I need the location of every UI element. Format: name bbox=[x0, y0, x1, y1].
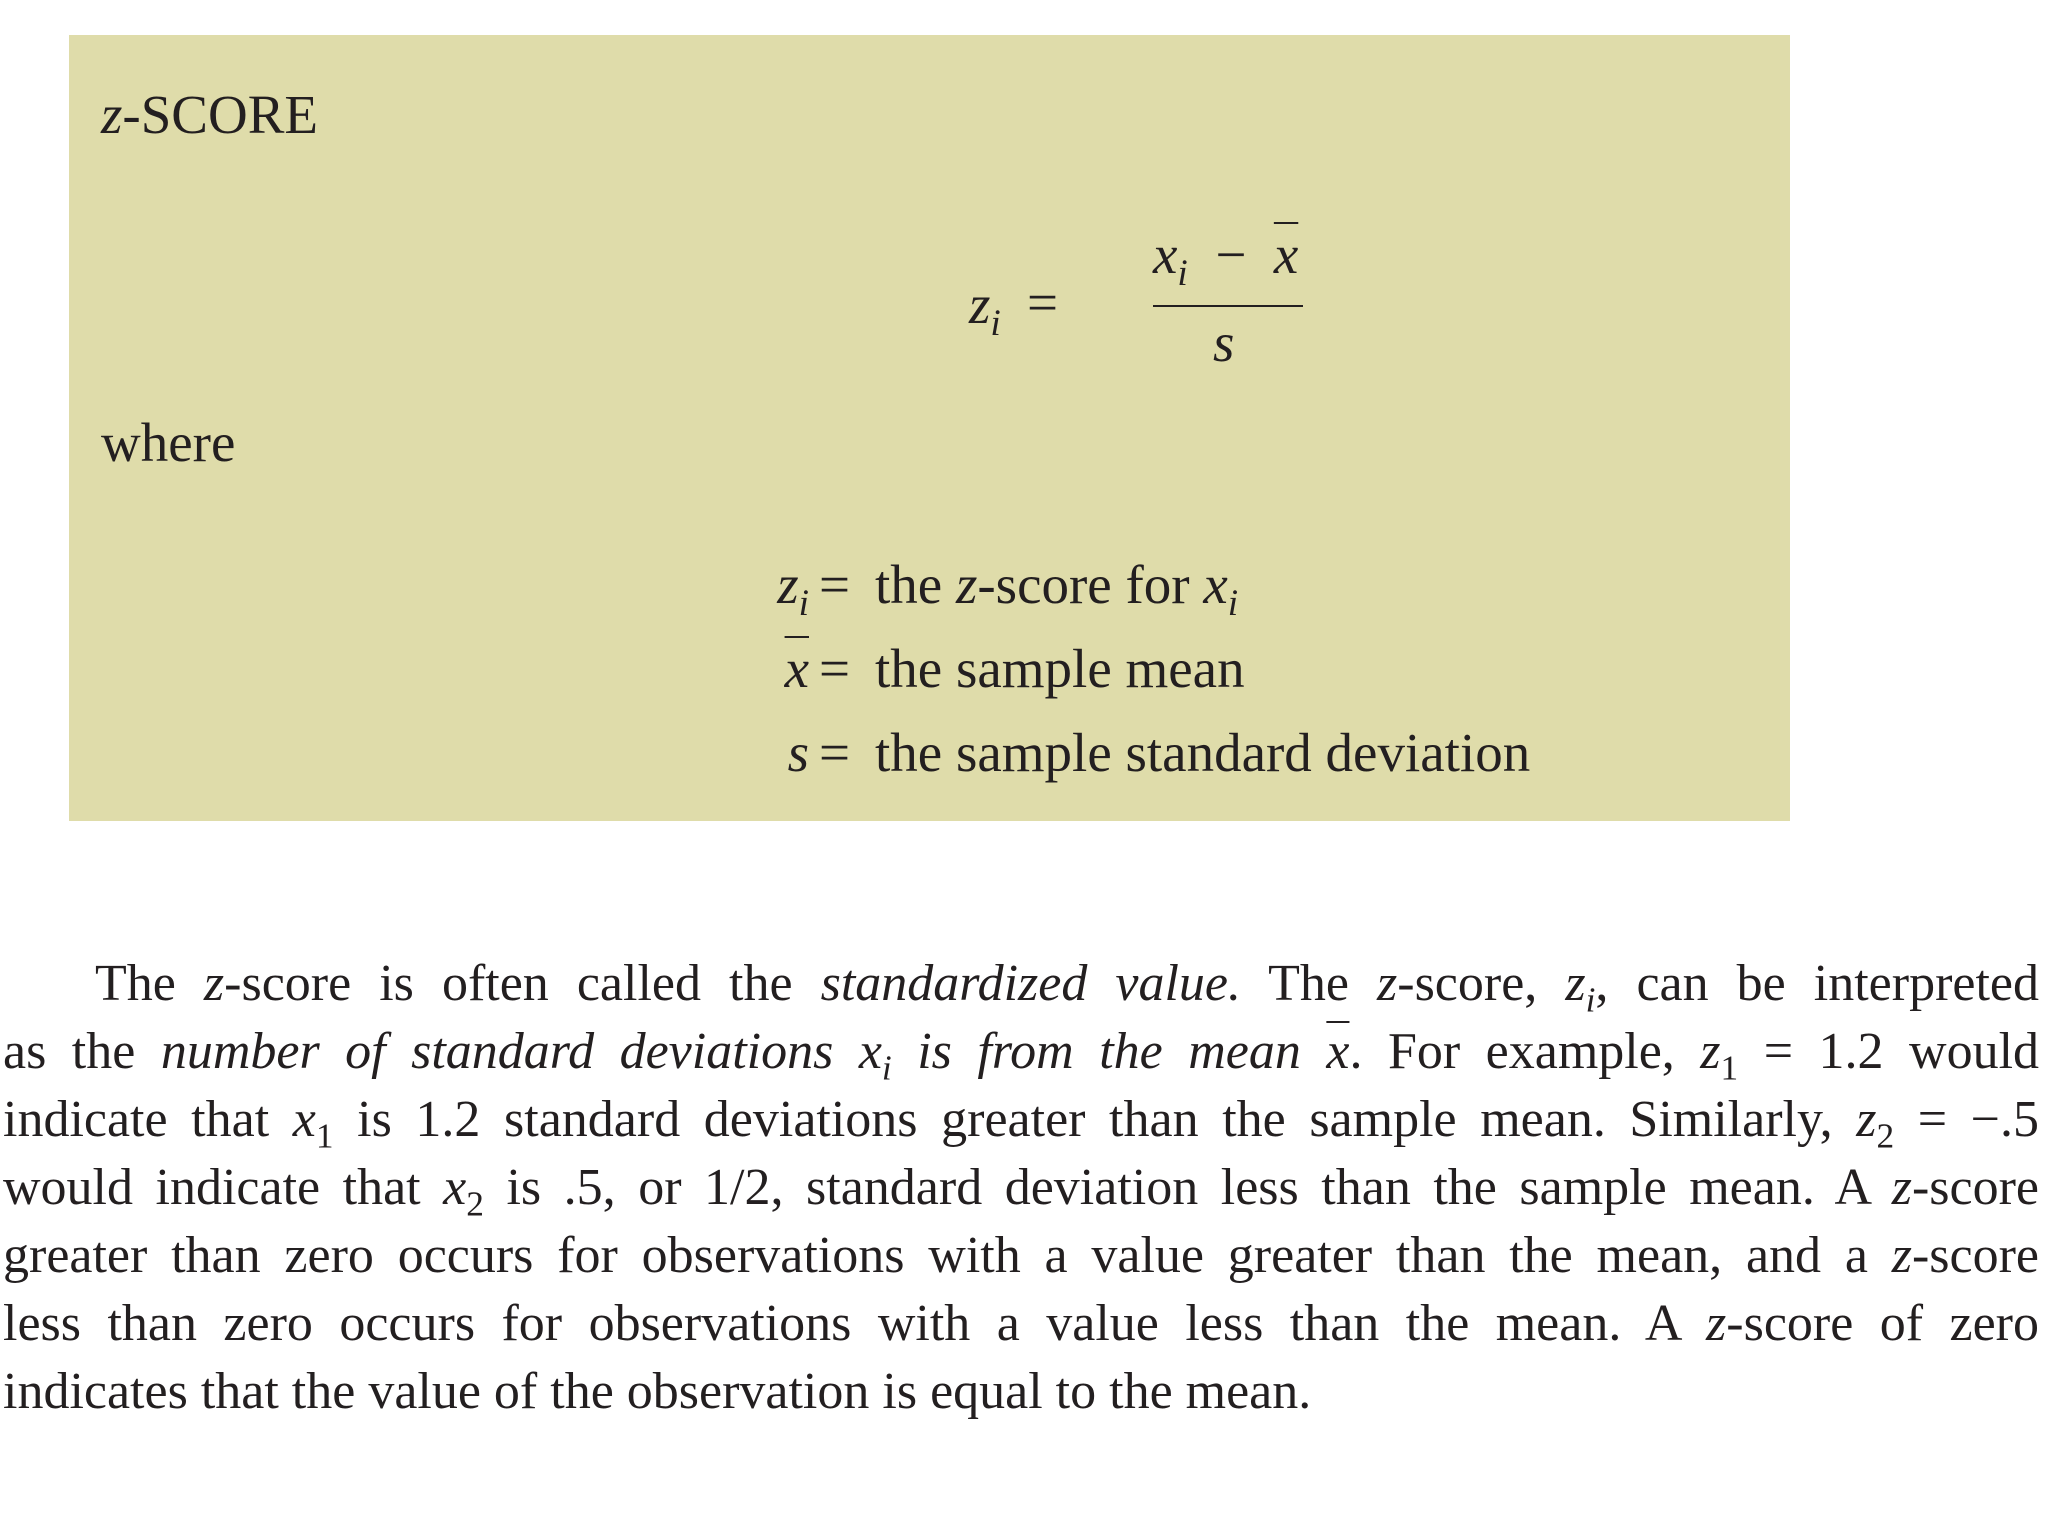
numerator-sub: i bbox=[1177, 252, 1188, 294]
text-run: z bbox=[203, 955, 225, 1012]
symbol-var: z bbox=[777, 554, 799, 615]
text-run: , can be interpreted bbox=[1595, 955, 2039, 1012]
def-text-post: -score for bbox=[977, 554, 1204, 615]
box-heading bbox=[101, 84, 318, 145]
definition-text bbox=[875, 554, 1239, 624]
definition-symbol bbox=[609, 722, 809, 783]
def-tail-var: x bbox=[1203, 554, 1228, 615]
symbol-var: s bbox=[787, 722, 809, 783]
paragraph-line-7 bbox=[3, 1358, 2039, 1426]
definition-text: the sample standard deviation bbox=[875, 722, 1531, 783]
text-run: The bbox=[1241, 955, 1377, 1012]
text-run: The bbox=[95, 955, 204, 1012]
text-run: For example, bbox=[1362, 1023, 1701, 1080]
formula-lhs-sub: i bbox=[990, 302, 1001, 344]
text-run: = −.5 bbox=[1894, 1091, 2039, 1148]
def-tail-sub: i bbox=[1227, 582, 1239, 624]
paragraph-line-1 bbox=[3, 950, 2039, 1018]
definition-symbol bbox=[609, 554, 809, 624]
formula-denominator: s bbox=[1213, 312, 1235, 373]
paragraph-line-6 bbox=[3, 1290, 2039, 1358]
numerator-mean: $\overline{x}$ bbox=[1273, 224, 1299, 285]
text-run: $\overline{x}$ bbox=[1326, 1023, 1350, 1080]
text-run: z bbox=[1706, 1295, 1727, 1352]
numerator-minus-sign: − bbox=[1215, 224, 1247, 285]
symbol-sub: i bbox=[798, 582, 809, 624]
text-run: z bbox=[1891, 1159, 1912, 1216]
text-run: x bbox=[292, 1091, 316, 1148]
text-run: standardized value. bbox=[820, 955, 1241, 1012]
where-label: where bbox=[101, 412, 236, 473]
text-run: would indicate that bbox=[3, 1159, 444, 1216]
text-run: number of standard deviations x bbox=[160, 1023, 882, 1080]
paragraph-line-4 bbox=[3, 1154, 2039, 1222]
heading-text: -SCORE bbox=[122, 84, 318, 145]
symbol-var: $\overline{x}$ bbox=[784, 638, 809, 699]
text-run: = 1.2 would bbox=[1738, 1023, 2040, 1080]
text-run: -score of zero bbox=[1726, 1295, 2039, 1352]
def-text-pre: the bbox=[875, 554, 956, 615]
text-run: is from the mean bbox=[891, 1023, 1327, 1080]
text-run: -score is often called the bbox=[224, 955, 821, 1012]
text-run: z bbox=[1565, 955, 1586, 1012]
formula-lhs bbox=[969, 274, 1001, 344]
text-run: x bbox=[443, 1159, 467, 1216]
definition-text: the sample mean bbox=[875, 638, 1245, 699]
text-sub: 1 bbox=[315, 1115, 334, 1156]
text-sub: 1 bbox=[1720, 1047, 1739, 1088]
text-run: . bbox=[1349, 1023, 1363, 1080]
text-run: less than zero occurs for observations with a value less than the mean. A bbox=[3, 1295, 1707, 1352]
text-run: indicates that the value of the observation is equal to the mean. bbox=[3, 1363, 1312, 1420]
text-run: z bbox=[1856, 1091, 1877, 1148]
text-sub: 2 bbox=[466, 1183, 484, 1224]
heading-variable: z bbox=[101, 84, 123, 145]
text-run: greater than zero occurs for observations with a value greater than the mean, and a bbox=[3, 1227, 1892, 1284]
definition-box bbox=[69, 35, 1790, 821]
text-run: z bbox=[1891, 1227, 1912, 1284]
text-run: z bbox=[1377, 955, 1398, 1012]
text-run: is 1.2 standard deviations greater than the sample mean. Similarly, bbox=[333, 1091, 1857, 1148]
formula-equals: = bbox=[1027, 272, 1059, 333]
definition-symbol bbox=[609, 638, 809, 699]
definition-equals: = bbox=[819, 722, 851, 783]
text-run: -score bbox=[1911, 1227, 2039, 1284]
def-text-it: z bbox=[955, 554, 978, 615]
numerator-minus bbox=[1188, 224, 1216, 285]
numerator-var: x bbox=[1153, 224, 1178, 285]
paragraph-line-3 bbox=[3, 1086, 2039, 1154]
formula-lhs-var: z bbox=[969, 274, 991, 335]
paragraph-line-5 bbox=[3, 1222, 2039, 1290]
formula-numerator bbox=[1153, 224, 1299, 294]
definition-equals: = bbox=[819, 638, 851, 699]
z-score-formula bbox=[969, 175, 1309, 373]
body-paragraph bbox=[3, 950, 2039, 1426]
text-run: is .5, or 1/2, standard deviation less than the sample mean. A bbox=[483, 1159, 1892, 1216]
text-run: as the bbox=[3, 1023, 161, 1080]
text-sub: i bbox=[1585, 979, 1596, 1020]
text-sub: 2 bbox=[1876, 1115, 1895, 1156]
text-run: -score, bbox=[1397, 955, 1566, 1012]
numerator-space bbox=[1246, 224, 1274, 285]
paragraph-line-2 bbox=[3, 1018, 2039, 1086]
fraction-bar bbox=[1153, 305, 1303, 307]
definition-equals: = bbox=[819, 554, 851, 615]
text-run: -score bbox=[1911, 1159, 2039, 1216]
text-run: z bbox=[1700, 1023, 1721, 1080]
text-run: indicate that bbox=[3, 1091, 293, 1148]
text-sub: i bbox=[881, 1047, 892, 1088]
